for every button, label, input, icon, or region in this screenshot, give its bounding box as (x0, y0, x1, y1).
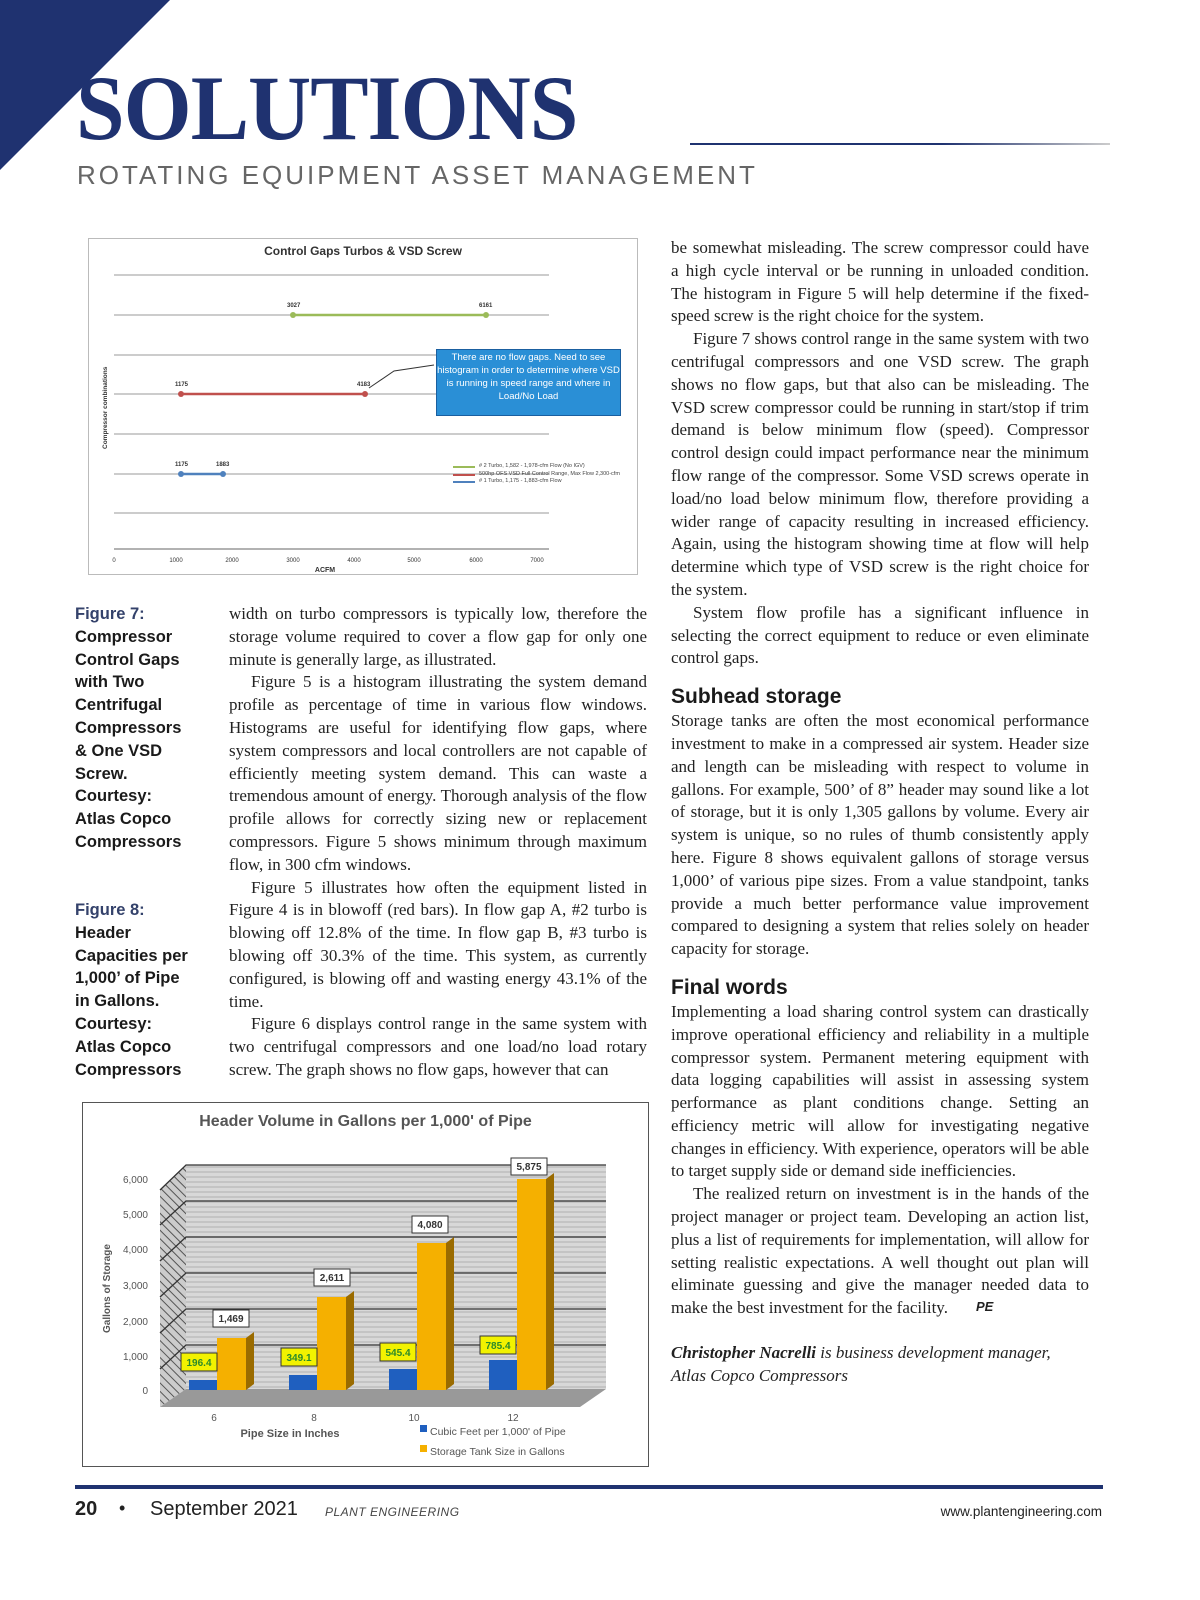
svg-text:4183: 4183 (357, 382, 371, 388)
svg-text:1883: 1883 (216, 462, 230, 468)
figure-7-chart (88, 238, 638, 575)
figure-7-label: Figure 7: (75, 605, 145, 623)
svg-text:4,080: 4,080 (417, 1220, 443, 1231)
svg-text:1175: 1175 (175, 382, 189, 388)
figure-7-callout: There are no flow gaps. Need to see histogram in order to determine where VSD is running in speed range and where in Load/No Load (436, 349, 621, 416)
legend-item-turbo-1: # 1 Turbo, 1,175 - 1,883-cfm Flow (451, 478, 621, 486)
figure-7-caption: Figure 7: Compressor Control Gaps with Two Centrifugal Compressors & One VSD Screw. Courtesy: Atlas Copco Compressors (75, 603, 215, 854)
svg-text:0: 0 (142, 1386, 148, 1397)
website-link[interactable]: www.plantengineering.com (940, 1504, 1102, 1519)
paragraph: Figure 7 shows control range in the same system with two centrifugal compressors and one VSD screw. The graph shows no flow gaps, but that also can be misleading. The VSD screw compressor could be running in start/stop if trim demand is below minimum flow (speed). Compressor control design could impact performance near the minimum flow range of the compressor. Some VSD screws operate in load/no load below minimum flow, therefore providing a wider range of capacity resulting in increased efficiency. Again, using the histogram showing time at flow will help determine which type of VSD screw is the right choice for the system. (671, 329, 1089, 599)
section-subtitle: ROTATING EQUIPMENT ASSET MANAGEMENT (77, 160, 758, 190)
svg-text:5,000: 5,000 (122, 1210, 148, 1221)
svg-text:5000: 5000 (407, 558, 421, 564)
svg-text:1,469: 1,469 (218, 1314, 244, 1325)
paragraph: System flow profile has a significant influence in selecting the correct equipment to reduce or even eliminate control gaps. (671, 602, 1089, 668)
svg-text:4000: 4000 (347, 558, 361, 564)
svg-text:5,875: 5,875 (516, 1162, 542, 1173)
legend-item-gallons: Storage Tank Size in Gallons (430, 1446, 565, 1458)
svg-text:3000: 3000 (286, 558, 300, 564)
figure-8-caption: Figure 8: Header Capacities per 1,000’ of Pipe in Gallons. Courtesy: Atlas Copco Compressors (75, 899, 215, 1081)
middle-column-text (229, 603, 647, 1082)
svg-text:6161: 6161 (479, 303, 493, 309)
figure-8-legend (430, 1422, 566, 1462)
magazine-name: PLANT ENGINEERING (325, 1505, 460, 1519)
svg-text:4,000: 4,000 (122, 1245, 148, 1256)
author-name: Christopher Nacrelli (671, 1343, 816, 1363)
header-volume-bar-chart (83, 1103, 648, 1466)
svg-text:785.4: 785.4 (485, 1341, 511, 1352)
figure-8-label: Figure 8: (75, 901, 145, 919)
svg-text:12: 12 (507, 1413, 519, 1424)
footer-rule (75, 1485, 1103, 1489)
paragraph: Figure 5 is a histogram illustrating the system demand profile as percentage of time in various flow windows. Histograms are useful for identifying flow gaps, where system compressors and local controllers are not capable of efficiently meeting system demand. This can waste a tremendous amount of energy. Thorough analysis of the flow profile allows for correctly sizing new or replacement compressors. Figure 5 shows minimum through maximum flow, in 300 cfm windows. (229, 672, 647, 874)
svg-text:7000: 7000 (530, 558, 544, 564)
right-column-text (671, 237, 1089, 1388)
svg-text:2000: 2000 (225, 558, 239, 564)
title-rule (690, 143, 1110, 145)
svg-text:545.4: 545.4 (385, 1348, 411, 1359)
legend-item-cubic-feet: Cubic Feet per 1,000' of Pipe (430, 1426, 566, 1438)
svg-text:2,611: 2,611 (319, 1273, 345, 1284)
svg-text:349.1: 349.1 (286, 1353, 312, 1364)
svg-text:10: 10 (408, 1413, 420, 1424)
footer-bullet: • (119, 1498, 126, 1518)
paragraph: Figure 6 displays control range in the same system with two centrifugal compressors and one load/no load rotary screw. The graph shows no flow gaps, however that can (229, 1014, 647, 1079)
svg-text:Compressor combinations: Compressor combinations (102, 366, 109, 449)
svg-text:6000: 6000 (469, 558, 483, 564)
page-number: 20 (75, 1498, 98, 1520)
svg-text:196.4: 196.4 (186, 1358, 212, 1369)
section-title: SOLUTIONS (76, 57, 578, 159)
subhead-final-words: Final words (671, 975, 788, 999)
issue-date: September 2021 (150, 1498, 298, 1520)
svg-text:1175: 1175 (175, 462, 189, 468)
paragraph: Figure 5 illustrates how often the equipment listed in Figure 4 is in blowoff (red bars). In flow gap A, #2 turbo is blowing off 12.8% of the time. In flow gap B, #3 turbo is blowing off 30.3% of the time. This system, as currently configured, is blowing off and wasting energy 43.1% of the time. (229, 877, 647, 1011)
paragraph: width on turbo compressors is typically low, therefore the storage volume required to cover a flow gap for only one minute is generally large, as illustrated. (229, 604, 647, 669)
figure-8-title: Header Volume in Gallons per 1,000' of Pipe (199, 1113, 532, 1130)
svg-text:6: 6 (211, 1413, 217, 1424)
figure-7-title: Control Gaps Turbos & VSD Screw (264, 244, 462, 258)
svg-text:8: 8 (311, 1413, 317, 1424)
svg-text:0: 0 (112, 558, 116, 564)
svg-text:2,000: 2,000 (122, 1317, 148, 1328)
svg-text:1,000: 1,000 (122, 1352, 148, 1363)
svg-text:Gallons of Storage: Gallons of Storage (102, 1244, 113, 1333)
legend-item-vsd: 500hp OFS VSD Full Control Range, Max Flow 2,300-cfm (451, 471, 621, 479)
figure-8-chart (82, 1102, 649, 1467)
svg-text:6,000: 6,000 (122, 1175, 148, 1186)
svg-text:3027: 3027 (287, 303, 301, 309)
paragraph: be somewhat misleading. The screw compressor could have a high cycle interval or be running in unloaded condition. The histogram in Figure 5 will help determine if the fixed-speed screw is the right choice for the system. (671, 238, 1089, 326)
figure-7-legend (451, 463, 621, 486)
subhead-storage: Subhead storage (671, 685, 842, 709)
paragraph: Implementing a load sharing control system can drastically improve operational efficiency and reliability in a multiple compressor system. Permanent metering equipment with data logging capabilities will assist in assessing system performance as plant conditions change. Setting an efficiency metric will allow for investigating negative changes in efficiency. With experience, operators will be able to target supply side or demand side inefficiencies. (671, 1001, 1089, 1181)
svg-text:3,000: 3,000 (122, 1281, 148, 1292)
paragraph: The realized return on investment is in the hands of the project manager or project team. Developing an action list, plus a list of requirements for implementation, will allow for setting realistic expectations. A well thought out plan will eliminate guessing and give the manager needed data to make the best investment for the facility. PE (671, 1184, 1089, 1318)
svg-text:Pipe Size in Inches: Pipe Size in Inches (240, 1428, 340, 1440)
legend-item-turbo-2: # 2 Turbo, 1,582 - 1,978-cfm Flow (No IGV) (451, 463, 621, 471)
paragraph: Storage tanks are often the most economical performance investment to make in a compressed air system. Header size and length can be misleading with respect to volume in gallons. For example, 500’ of 8” header may sound like a lot of storage, but it is only 1,305 gallons by volume. Every air system is unique, so no rules of thumb consistently apply here. Figure 8 shows equivalent gallons of storage versus 1,000’ of various pipe sizes. From a value standpoint, tanks provide a much better performance value improvement compared to designing a system that relies solely on header capacity for storage. (671, 711, 1089, 959)
svg-text:ACFM: ACFM (314, 567, 336, 574)
author-byline: Christopher Nacrelli is business development manager, Atlas Copco Compressors (671, 1343, 1051, 1385)
pe-end-mark-icon: PE (975, 1299, 994, 1315)
svg-text:1000: 1000 (169, 558, 183, 564)
